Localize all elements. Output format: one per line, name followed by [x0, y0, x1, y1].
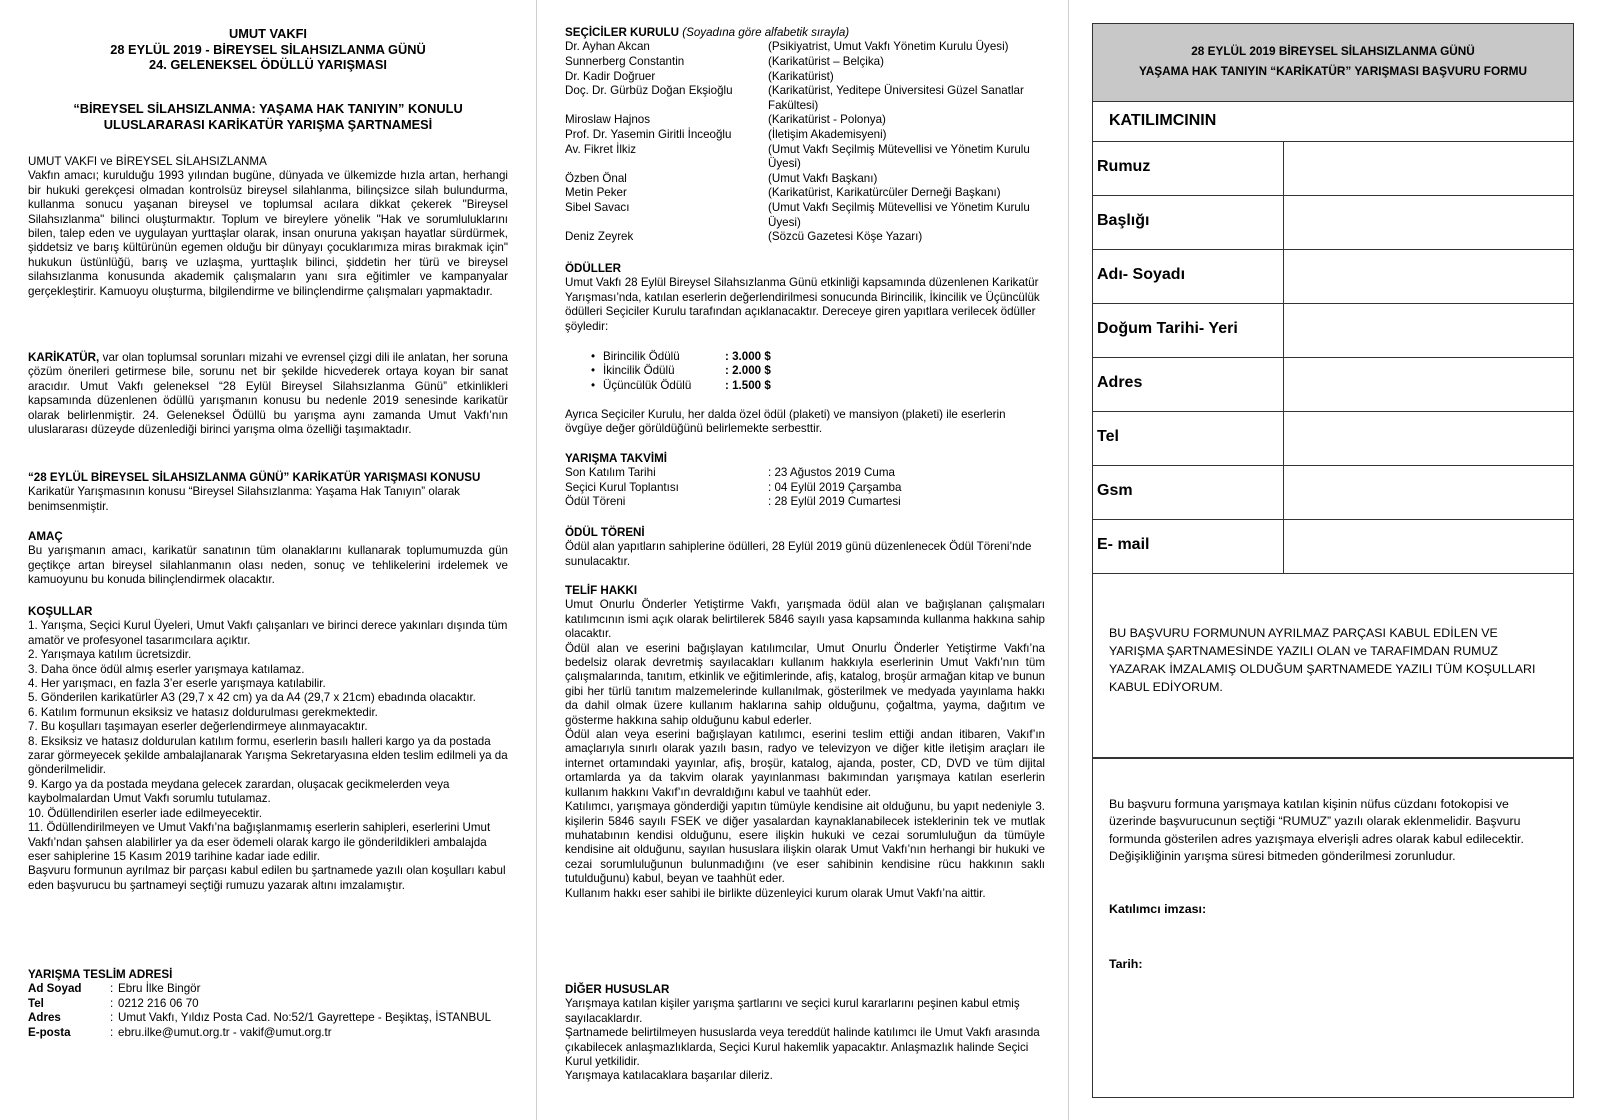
- jury-name: Av. Fikret İlkiz: [565, 142, 637, 156]
- title-line: UMUT VAKFI: [229, 26, 307, 41]
- prize-amount: : 1.500 $: [725, 378, 771, 392]
- address-section: [28, 968, 508, 1040]
- karikatur-text: var olan toplumsal sorunları mizahi ve evrensel çizgi dili ile anlatan, her soruna çözüm önerileri getirmese bile, sorunu net bir şekilde hicvederek ortaya koyan bir sanat aracıdır. Umut Vakfı geleneksel “28 Eylül Bireysel Silahsızlanma Günü” etkinlikleri kapsamında düzenlenen ödüllü yarışmanın konusu bu nedenle 2019 senesinde karikatür olarak belirlenmiştir. 24. Geleneksel Ödüllü bu yarışma aynı zamanda Umut Vakfı’nın uluslararası düzeyde düzenlediği birinci yarışma olma özelliği taşımaktadır.: [28, 351, 508, 437]
- schedule-date: : 04 Eylül 2019 Çarşamba: [768, 480, 902, 494]
- conditions-heading: KOŞULLAR: [28, 605, 93, 618]
- form-row-name[interactable]: [1093, 250, 1573, 304]
- field-label: Başlığı: [1093, 196, 1284, 249]
- jury-name: Dr. Ayhan Akcan: [565, 40, 650, 54]
- jury-heading: SEÇİCİLER KURULU: [565, 26, 680, 39]
- ceremony-text: Ödül alan yapıtların sahiplerine ödülleri, 28 Eylül 2019 günü düzenlenecek Ödül Töreni’nde sunulacaktır.: [565, 540, 1032, 568]
- jury-role: (Umut Vakfı Seçilmiş Mütevellisi ve Yönetim Kurulu Üyesi): [768, 200, 1030, 229]
- jury-role: (İletişim Akademisyeni): [768, 127, 887, 141]
- purpose-text: Bu yarışmanın amacı, karikatür sanatının tüm olanaklarını kullanarak toplumumuzda gün geçtikçe artan bireysel silahlanmanın olası neden, sonuç ve tehlikelerini irdelemek ve kamuoyunu bu konuda bilinçlendirmek olacaktır.: [28, 544, 508, 587]
- jury-name: Deniz Zeyrek: [565, 230, 634, 244]
- form-title-line: YAŞAMA HAK TANIYIN “KARİKATÜR” YARIŞMASI BAŞVURU FORMU: [1138, 64, 1527, 78]
- jury-role: (Karikatürist - Polonya): [768, 113, 886, 127]
- address-value: 0212 216 06 70: [118, 996, 199, 1010]
- karikatur-lead: KARİKATÜR,: [28, 351, 100, 364]
- form-title-line: 28 EYLÜL 2019 BİREYSEL SİLAHSIZLANMA GÜNÜ: [1191, 44, 1475, 58]
- form-row-birth[interactable]: [1093, 304, 1573, 358]
- jury-member: [565, 40, 1045, 55]
- condition-item: 10. Ödüllendirilen eserler iade edilmeyecektir.: [28, 806, 262, 820]
- field-label: Adı- Soyadı: [1093, 250, 1284, 303]
- jury-role: (Umut Vakfı Başkanı): [768, 171, 878, 185]
- prize-list: [565, 350, 1045, 393]
- other-heading: DİĞER HUSUSLAR: [565, 983, 670, 996]
- form-row-email[interactable]: [1093, 520, 1573, 574]
- signature-label: Katılımcı imzası:: [1109, 902, 1207, 916]
- jury-name: Doç. Dr. Gürbüz Doğan Ekşioğlu: [565, 84, 733, 98]
- prizes-extra-text: Ayrıca Seçiciler Kurulu, her dalda özel ödül (plaketi) ve mansiyon (plaketi) ile eserlerin övgüye değer görüldüğünü belirlemekte serbesttir.: [565, 408, 1006, 436]
- intro-text: Vakfın amacı; kurulduğu 1993 yılından bugüne, dünyada ve ülkemizde hızla artan, herhangi bir hukuki gerekçesi olmadan kontrolsüz bireysel silahlanma, bilinçsizce silah bulundurma, kullanma sonucu yaşanan bireysel ve toplumsal acılara dikkat çekerek "Bireysel Silahsızlanma" bilinci oluşturmaktır. Toplum ve bireylere yönelik "Hak ve sorumluluklarını bilen, talep eden ve uygulayan yurttaşlar olarak, insan onuruna yakışan hayatlar sürdürmek, şiddetsiz ve barış kültürünün egemen olduğu bir dünyayı çocuklarımıza miras bırakmak için" hukukun üstünlüğü, barış ve uzlaşma, yurttaşlık bilinci, şiddetin her türü ve bireysel silahsızlanma konusunda akademik çalışmaların yanı sıra eğitimler ve kampanyalar gerçekleştirir. Kamuoyu oluşturma, bilgilendirme ve bilinçlendirme çalışmaları yapmaktadır.: [28, 169, 508, 298]
- address-key: Adres: [28, 1011, 61, 1025]
- jury-role: (Karikatürist – Belçika): [768, 55, 884, 68]
- condition-item: 11. Ödüllendirilmeyen ve Umut Vakfı’na bağışlanmamış eserlerin sahipleri, eserlerini Umut Vakfı’ndan şahsen alabilirler ya da eser ödemeli olarak kargo ile gönderildikleri ambalajda eser sahiplerine 15 Kasım 2019 tarihine kadar iade edilir.: [28, 821, 491, 863]
- document-title: [28, 26, 508, 73]
- jury-role: (Psikiyatrist, Umut Vakfı Yönetim Kurulu Üyesi): [768, 40, 1009, 54]
- condition-item: 6. Katılım formunun eksiksiz ve hatasız doldurulması gerekmektedir.: [28, 705, 378, 719]
- application-form: [1092, 23, 1574, 1098]
- column-separator-1: [536, 0, 537, 1120]
- column-separator-2: [1068, 0, 1069, 1120]
- prize-amount: : 3.000 $: [725, 350, 771, 363]
- jury-member: [565, 143, 1045, 172]
- condition-item: 9. Kargo ya da postada meydana gelecek zarardan, oluşacak gecikmelerden veya kaybolmalardan Umut Vakfı sorumlu tutulamaz.: [28, 777, 450, 806]
- prize-amount: : 2.000 $: [725, 364, 771, 378]
- jury-member: [565, 230, 1045, 245]
- condition-item: 7. Bu koşulları taşımayan eserler değerlendirmeye alınmayacaktır.: [28, 720, 368, 734]
- title-line: 28 EYLÜL 2019 - BİREYSEL SİLAHSIZLANMA GÜNÜ: [110, 41, 426, 57]
- form-row-address[interactable]: [1093, 358, 1573, 412]
- address-key: Ad Soyad: [28, 982, 82, 996]
- topic-heading: “28 EYLÜL BİREYSEL SİLAHSIZLANMA GÜNÜ” KARİKATÜR YARIŞMASI KONUSU: [28, 471, 481, 484]
- prizes-heading: ÖDÜLLER: [565, 262, 622, 275]
- copyright-heading: TELİF HAKKI: [565, 584, 638, 597]
- jury-note: (Soyadına göre alfabetik sırayla): [679, 26, 850, 39]
- document-subtitle: [28, 101, 508, 132]
- condition-item: 3. Daha önce ödül almış eserler yarışmaya katılamaz.: [28, 662, 305, 676]
- date-label: Tarih:: [1109, 957, 1143, 971]
- topic-text: Karikatür Yarışmasının konusu “Bireysel Silahsızlanma: Yaşama Hak Tanıyın” olarak benimsenmiştir.: [28, 485, 460, 513]
- form-row-rumuz[interactable]: [1093, 142, 1573, 196]
- prize-name: • Üçüncülük Ödülü: [565, 379, 725, 393]
- condition-item: Başvuru formunun ayrılmaz bir parçası kabul edilen bu şartnamede yazılı olan koşulları kabul eden başvurucu bu şartnameyi seçtiği rumuzu yazarak altını imzalamıştır.: [28, 864, 506, 892]
- subtitle-line: “BİREYSEL SİLAHSIZLANMA: YAŞAMA HAK TANIYIN” KONULU: [73, 101, 463, 116]
- address-key: E-posta: [28, 1025, 71, 1039]
- condition-item: 4. Her yarışmacı, en fazla 3’er eserle yarışmaya katılabilir.: [28, 677, 326, 691]
- address-heading: YARIŞMA TESLİM ADRESİ: [28, 968, 173, 981]
- jury-member: [565, 201, 1045, 230]
- other-paragraph: Yarışmaya katılan kişiler yarışma şartlarını ve seçici kurul kararlarını peşinen kabul etmiş sayılacaklardır.: [565, 997, 1020, 1025]
- form-header: [1093, 24, 1573, 102]
- prize-name: • İkincilik Ödülü: [565, 364, 725, 378]
- intro-section: [28, 155, 508, 299]
- jury-member: [565, 113, 1045, 128]
- subtitle-line: ULUSLARARASI KARİKATÜR YARIŞMA ŞARTNAMESİ: [103, 116, 433, 132]
- jury-member: [565, 172, 1045, 187]
- address-value: Umut Vakfı, Yıldız Posta Cad. No:52/1 Gayrettepe - Beşiktaş, İSTANBUL: [118, 1011, 492, 1025]
- address-row: Ad Soyad : Ebru İlke Bingör: [28, 982, 508, 996]
- participant-heading: KATILIMCININ: [1093, 102, 1573, 142]
- jury-name: Sibel Savacı: [565, 200, 630, 214]
- address-row: E-posta : ebru.ilke@umut.org.tr - vakif@umut.org.tr: [28, 1026, 508, 1040]
- declaration-text: BU BAŞVURU FORMUNUN AYRILMAZ PARÇASI KABUL EDİLEN VE YARIŞMA ŞARTNAMESİNDE YAZILI OLAN ve TARAFIMDAN RUMUZ YAZARAK İMZALAMIŞ OLDUĞUM ŞARTNAMEDE YAZILI TÜM KOŞULLARI KABUL EDİYORUM.: [1109, 626, 1536, 694]
- intro-heading: UMUT VAKFI ve BİREYSEL SİLAHSIZLANMA: [28, 155, 267, 168]
- attachment-note: Bu başvuru formuna yarışmaya katılan kişinin nüfus cüzdanı fotokopisi ve üzerinde başvurucunun seçtiği “RUMUZ” yazılı olarak eklenmelidir. Başvuru formunda gösterilen adres yazışmaya elverişli adres olarak kabul edilecektir. Değişikliğinin yarışma süresi bitmeden gönderilmesi zorunludur.: [1109, 797, 1524, 864]
- schedule-label: Seçici Kurul Toplantısı: [565, 480, 679, 494]
- jury-role: (Sözcü Gazetesi Köşe Yazarı): [768, 230, 923, 244]
- condition-item: 2. Yarışmaya katılım ücretsizdir.: [28, 648, 192, 662]
- field-label: Doğum Tarihi- Yeri: [1093, 304, 1284, 357]
- jury-name: Metin Peker: [565, 186, 627, 200]
- prize-item: [565, 364, 1045, 378]
- jury-member: [565, 84, 1045, 113]
- field-label: E- mail: [1093, 520, 1284, 573]
- field-label: Tel: [1093, 412, 1284, 465]
- specification-column-1: [28, 0, 508, 1120]
- jury-role: (Karikatürist): [768, 69, 834, 83]
- address-key: Tel: [28, 996, 44, 1010]
- schedule-label: Ödül Töreni: [565, 495, 626, 509]
- specification-column-2: [565, 0, 1045, 1120]
- title-line: 24. GELENEKSEL ÖDÜLLÜ YARIŞMASI: [149, 57, 387, 72]
- jury-name: Dr. Kadir Doğruer: [565, 69, 656, 83]
- jury-role: (Umut Vakfı Seçilmiş Mütevellisi ve Yönetim Kurulu Üyesi): [768, 142, 1030, 171]
- address-row: Adres : Umut Vakfı, Yıldız Posta Cad. No:52/1 Gayrettepe - Beşiktaş, İSTANBUL: [28, 1011, 508, 1025]
- copyright-paragraph: Ödül alan veya eserini bağışlayan katılımcı, eserini teslim ettiği andan itibaren, Vakıf’ın amaçlarıyla sınırlı olarak yazılı basın, radyo ve televizyon ve diğer kitle iletişim araçları ile internet ortamındaki yayınlar, afiş, broşür, katalog, ajanda, poster, CD, DVD ve tüm dijital ortamlarda ya da takvim olarak yayınlanması bakımından yarışmaya katılan eserlerin kullanım hakkını Vakıf’ın devraldığını kabul ve taahhüt eder.: [565, 728, 1045, 799]
- other-paragraph: Yarışmaya katılacaklara başarılar dileriz.: [565, 1069, 773, 1083]
- condition-item: 5. Gönderilen karikatürler A3 (29,7 x 42 cm) ya da A4 (29,7 x 21cm) ebadında olacaktır.: [28, 691, 476, 705]
- prizes-section: [565, 262, 1045, 334]
- topic-section: [28, 471, 508, 514]
- jury-member: [565, 186, 1045, 201]
- jury-member: [565, 128, 1045, 143]
- copyright-section: [565, 584, 1045, 901]
- jury-name: Prof. Dr. Yasemin Giritli İnceoğlu: [565, 127, 732, 141]
- condition-item: 1. Yarışma, Seçici Kurul Üyeleri, Umut Vakfı çalışanları ve birinci derece yakınları dışında tüm amatör ve profesyonel tasarımcılara açıktır.: [28, 619, 508, 647]
- purpose-heading: AMAÇ: [28, 530, 63, 543]
- jury-role: (Karikatürist, Karikatürcüler Derneği Başkanı): [768, 186, 1001, 200]
- jury-name: Sunnerberg Constantin: [565, 55, 685, 68]
- other-paragraph: Şartnamede belirtilmeyen hususlarda veya tereddüt halinde katılımcı ile Umut Vakfı arasında çıkabilecek anlaşmazlıklarda, Seçici Kurul hakemlik yapacaktır. Anlaşmazlık halinde Seçici Kurul yetkilidir.: [565, 1026, 1040, 1069]
- conditions-section: [28, 605, 508, 893]
- form-row-gsm[interactable]: [1093, 466, 1573, 520]
- prizes-text: Umut Vakfı 28 Eylül Bireysel Silahsızlanma Günü etkinliği kapsamında düzenlenen Karikatür Yarışması’nda, katılan eserlerin değerlendirilmesi sonucunda Birincilik, İkincilik ve Üçüncülük ödülleri Seçiciler Kurulu tarafından açıklanacaktır. Dereceye giren yapıtlara verilecek ödüller şöyledir:: [565, 276, 1040, 333]
- schedule-row: [565, 495, 1045, 509]
- ceremony-heading: ÖDÜL TÖRENİ: [565, 526, 645, 539]
- jury-name: Miroslaw Hajnos: [565, 113, 651, 127]
- field-label: Adres: [1093, 358, 1284, 411]
- prize-name: • Birincilik Ödülü: [565, 350, 725, 364]
- ceremony-section: [565, 526, 1045, 569]
- jury-role: (Karikatürist, Yeditepe Üniversitesi Güzel Sanatlar Fakültesi): [768, 84, 1024, 112]
- other-section: [565, 983, 1045, 1084]
- jury-member: [565, 70, 1045, 85]
- field-label: Rumuz: [1093, 142, 1284, 195]
- prize-item: [565, 350, 1045, 364]
- copyright-paragraph: Kullanım hakkı eser sahibi ile birlikte düzenleyici kurum olarak Umut Vakfı’na aittir.: [565, 886, 986, 900]
- schedule-section: [565, 452, 1045, 510]
- schedule-heading: YARIŞMA TAKVİMİ: [565, 452, 667, 465]
- karikatur-section: [28, 351, 508, 437]
- jury-member: [565, 55, 1045, 70]
- prize-item: [565, 379, 1045, 393]
- schedule-date: : 28 Eylül 2019 Cumartesi: [768, 495, 901, 509]
- field-label: Gsm: [1093, 466, 1284, 519]
- address-value: Ebru İlke Bingör: [118, 982, 201, 996]
- address-row: Tel : 0212 216 06 70: [28, 997, 508, 1011]
- schedule-date: : 23 Ağustos 2019 Cuma: [768, 466, 895, 480]
- form-row-tel[interactable]: [1093, 412, 1573, 466]
- schedule-label: Son Katılım Tarihi: [565, 466, 656, 480]
- jury-name: Özben Önal: [565, 171, 627, 185]
- copyright-paragraph: Katılımcı, yarışmaya gönderdiği yapıtın tümüyle kendisine ait olduğunu, bu yapıt nedeniyle 3. kişilerin 5846 sayılı FSEK ve diğer yasalardan kaynaklanabilecek isteklerinin tek ve mutlak muhatabının kendisi olduğunu, esere ilişkin hukuki ve cezai sorumluluğun da tümüyle kendisine ait olduğunu, sayılan hususlara ilişkin olarak Umut Vakfı’nın herhangi bir hukuki ve cezai sorumluluğunun bulunmadığını (ve eser sahibinin kendisine rücu hakkının saklı tutulduğunu) kabul, beyan ve taahhüt eder.: [565, 800, 1045, 886]
- form-row-title[interactable]: [1093, 196, 1573, 250]
- copyright-paragraph: Ödül alan ve eserini bağışlayan katılımcılar, Umut Onurlu Önderler Yetiştirme Vakfı’na bedelsiz olarak devretmiş sayılacakları kullanım hakkıyla eserlerinin Umut Vakfı’nın tüm çalışmalarında, tanıtım, etkinlik ve eğitimlerinde, afiş, katalog, broşür armağan kitap ve bunun gibi her türlü tanıtım malzemelerinde kullanılmak, gösterilmek ve medyada yayınlama hakkı da dahil olmak üzere kullanım haklarına sahip olduğunu, çoğaltma, yayma, dağıtım ve gösterme hakkına sahip olduğunu kabul ederler.: [565, 641, 1045, 727]
- schedule-row: [565, 481, 1045, 495]
- address-value: ebru.ilke@umut.org.tr - vakif@umut.org.tr: [118, 1025, 332, 1039]
- jury-section: [565, 26, 1045, 245]
- form-divider: [1093, 757, 1573, 759]
- schedule-row: [565, 466, 1045, 480]
- copyright-paragraph: Umut Onurlu Önderler Yetiştirme Vakfı, yarışmada ödül alan ve bağışlanan çalışmaları katılımcının ismi açık olarak belirtilerek 5846 sayılı yasa kapsamında kullanma hakkına sahip olacaktır.: [565, 598, 1045, 641]
- purpose-section: [28, 530, 508, 588]
- condition-item: 8. Eksiksiz ve hatasız doldurulan katılım formu, eserlerin basılı halleri kargo ya da postada zarar görmeyecek şekilde ambalajlanarak Yarışma Sekretaryasına elden teslim edilmeli ya da gönderilmelidir.: [28, 734, 508, 777]
